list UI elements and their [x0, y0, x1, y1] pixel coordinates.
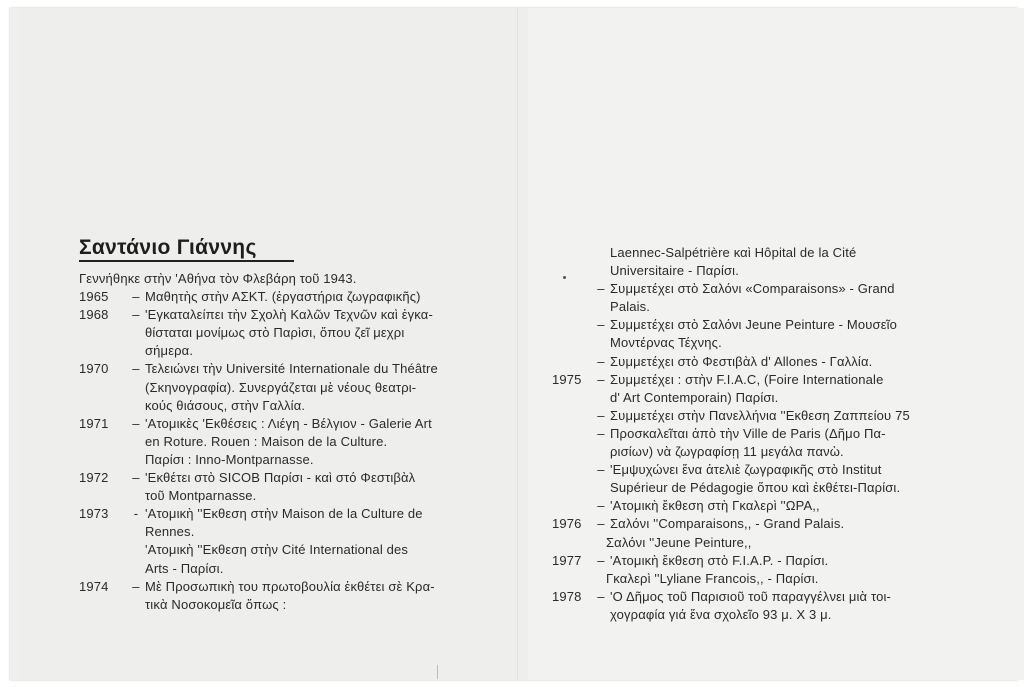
- entry-text: Μὲ Προσωπικὴ του πρωτοβουλία ἐκθέτει σὲ Κρα-: [145, 578, 435, 594]
- heading-underline: [79, 260, 294, 262]
- entry-continuation: τοῦ Montparnasse.: [145, 488, 257, 504]
- entry-continuation: χογραφία γιά ἕνα σχολεῖο 93 μ. Χ 3 μ.: [610, 606, 832, 622]
- entry-year: 1972: [79, 470, 109, 486]
- entry-year: [552, 407, 592, 425]
- entry-continuation: Laennec-Salpétrière καὶ Hôpital de la Cité: [610, 245, 857, 260]
- entry-dash: –: [597, 281, 605, 297]
- entry-text: 'Ατομικὴ ἔκθεση στὴ Γκαλερὶ ''ΩΡΑ,,: [610, 498, 820, 514]
- entry-dash: –: [597, 516, 605, 532]
- entry-year: 1965: [79, 289, 109, 305]
- entry-continuation: en Roture. Rouen : Maison de la Culture.: [145, 433, 388, 449]
- entry-continuation: Palais.: [610, 299, 651, 315]
- timeline-entry: [552, 425, 962, 443]
- entry-text: Συμμετέχει στὸ Φεστιβὰλ d' Allones - Γαλλία.: [610, 353, 873, 369]
- entry-dash: –: [597, 552, 605, 568]
- entry-continuation: Παρίσι : Inno-Montparnasse.: [145, 451, 314, 467]
- entry-continuation: Universitaire - Παρίσι.: [610, 263, 739, 279]
- entry-dash: –: [597, 462, 605, 478]
- timeline-entry: [552, 280, 962, 298]
- entry-text: Σαλόνι ''Comparaisons,, - Grand Palais.: [610, 516, 845, 532]
- entry-year: 1973: [79, 506, 109, 522]
- entry-text: 'Ο Δῆμος τοῦ Παρισιοῦ τοῦ παραγγέλνει μιὰ τοι-: [610, 588, 891, 604]
- entry-dash: –: [597, 498, 605, 514]
- entry-text: 'Εμψυχώνει ἕνα ἀτελιὲ ζωγραφικῆς στὸ Institut: [610, 462, 882, 478]
- entry-text: Προσκαλεῖται ἀπὸ τὴν Ville de Paris (Δῆμο Πα-: [610, 425, 886, 441]
- entry-continuation: Supérieur de Pédagogie ὅπου καὶ ἐκθέτει-Παρίσι.: [610, 480, 901, 496]
- timeline-entry: [552, 371, 962, 389]
- entry-dash: –: [597, 425, 605, 441]
- entry-continuation: Arts - Παρίσι.: [145, 560, 224, 576]
- timeline-entry: [552, 407, 962, 425]
- entry-year: [552, 280, 592, 298]
- entry-dash: –: [597, 407, 605, 423]
- biography-left-column: [79, 270, 479, 614]
- entry-year: [552, 497, 592, 515]
- entry-dash: –: [132, 289, 140, 305]
- timeline-entry: [552, 515, 962, 533]
- entry-continuation: θίσταται μονίμως στὸ Παρὶσι, ὅπου ζεῖ μεχρι: [145, 325, 405, 341]
- entry-dash: –: [597, 317, 605, 333]
- birth-text: Γεννήθηκε στὴν 'Αθήνα τὸν Φλεβάρη τοῦ 1943.: [79, 271, 357, 286]
- entry-year: [552, 461, 592, 479]
- timeline-entry: [552, 461, 962, 479]
- entry-dash: –: [132, 578, 140, 594]
- entry-text: Μαθητὴς στὴν ΑΣΚΤ. (ἐργαστήρια ζωγραφικῆς): [145, 289, 421, 305]
- timeline-entry: [79, 505, 479, 523]
- entry-text: 'Εκθέτει στὸ SICOB Παρίσι - καὶ στό Φεστιβὰλ: [145, 470, 416, 486]
- entry-continuation: Γκαλερὶ ''Lyliane Francois,, - Παρίσι.: [606, 570, 819, 586]
- entry-text: Τελειώνει τὴν Université Internationale du Théâtre: [145, 361, 438, 377]
- entry-dash: –: [132, 470, 140, 486]
- entry-year: 1976: [552, 516, 582, 532]
- entry-text: Συμμετέχει στὸ Σαλόνι Jeune Peinture - Μουσεῖο: [610, 317, 898, 333]
- timeline-entry: [552, 497, 962, 515]
- entry-dash: –: [597, 371, 605, 387]
- timeline-entry: [552, 353, 962, 371]
- entry-year: [552, 316, 592, 334]
- entry-year: 1977: [552, 552, 582, 568]
- timeline-entry: [79, 469, 479, 487]
- entry-text: Συμμετέχει : στὴν F.I.A.C, (Foire Internationale: [610, 371, 884, 387]
- page-fold: [517, 8, 519, 680]
- entry-text: Συμμετέχει στὸ Σαλόνι «Comparaisons» - Grand: [610, 281, 895, 297]
- entry-continuation: 'Ατομικὴ ''Εκθεση στὴν Cité International des: [145, 542, 409, 558]
- biography-right-column: [552, 244, 962, 624]
- entry-continuation: κούς θιάσους, στὴν Γαλλία.: [145, 397, 306, 413]
- entry-year: 1978: [552, 588, 582, 604]
- entry-continuation: τικὰ Νοσοκομεῖα ὅπως :: [145, 596, 287, 612]
- entry-year: 1970: [79, 361, 109, 377]
- timeline-entry: [79, 360, 479, 378]
- timeline-entry: [552, 552, 962, 570]
- entry-continuation: d' Art Contemporain) Παρίσι.: [610, 389, 779, 405]
- entry-year: 1975: [552, 371, 582, 387]
- entry-continuation: σήμερα.: [145, 343, 194, 359]
- entry-text: 'Ατομικὴ ἔκθεση στὸ F.I.A.P. - Παρίσι.: [610, 552, 829, 568]
- timeline-entry: [79, 578, 479, 596]
- entry-continuation: Σαλόνι ''Jeune Peinture,,: [606, 534, 752, 550]
- entry-dash: –: [597, 588, 605, 604]
- entry-text: 'Ατομικὲς 'Εκθέσεις : Λιέγη - Βέλγιον - Galerie Art: [145, 415, 432, 431]
- entry-dash: –: [132, 361, 140, 377]
- entry-text: 'Εγκαταλείπει τὴν Σχολὴ Καλῶν Τεχνῶν καὶ ἐγκα-: [145, 307, 433, 323]
- entry-year: 1971: [79, 415, 109, 431]
- entry-continuation: (Σκηνογραφία). Συνεργάζεται μὲ νέους θεατρι-: [145, 379, 417, 395]
- entry-year: [552, 425, 592, 443]
- entry-dash: –: [132, 307, 140, 323]
- timeline-entry: [79, 415, 479, 433]
- entry-text: 'Ατομικὴ ''Εκθεση στὴν Maison de la Culture de: [145, 506, 423, 522]
- entry-year: 1968: [79, 307, 109, 323]
- timeline-entry: [79, 288, 479, 306]
- entry-dash: –: [597, 353, 605, 369]
- entry-text: Συμμετέχει στὴν Πανελλήνια ''Εκθεση Ζαππείου 75: [610, 407, 910, 423]
- fold-mark: [437, 665, 438, 679]
- entry-dash: –: [132, 415, 140, 431]
- artist-name-heading: Σαντάνιο Γιάννης: [79, 236, 257, 259]
- timeline-entry: [79, 306, 479, 324]
- entry-year: 1974: [79, 578, 109, 594]
- entry-year: [552, 353, 592, 371]
- entry-dash: -: [133, 506, 139, 522]
- timeline-entry: [552, 316, 962, 334]
- entry-continuation: ρισίων) νὰ ζωγραφίσῃ 11 μεγάλα πανὼ.: [610, 444, 844, 460]
- birth-line: [79, 270, 479, 288]
- entry-continuation: Rennes.: [145, 524, 195, 540]
- entry-continuation: Μοντέρνας Τέχνης.: [610, 335, 722, 351]
- timeline-entry: [552, 588, 962, 606]
